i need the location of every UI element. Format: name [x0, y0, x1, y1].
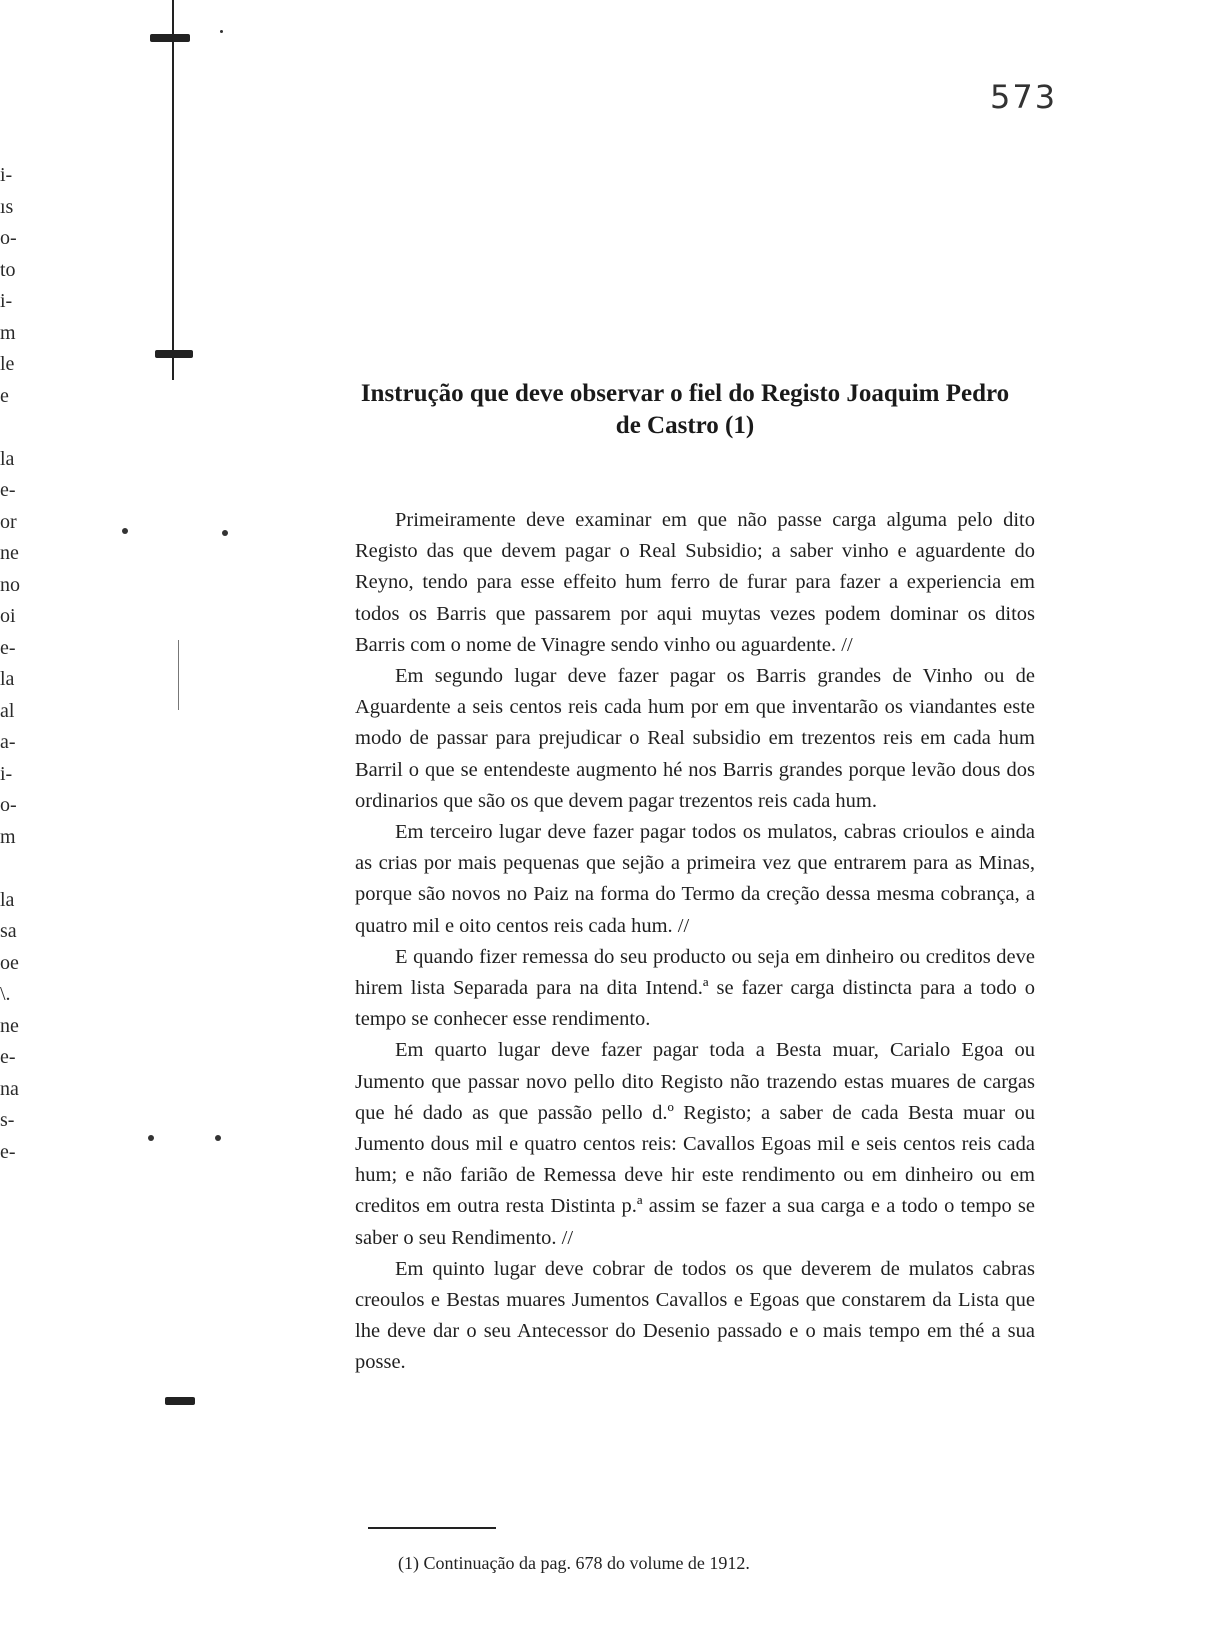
- margin-fragment: sa: [0, 920, 17, 942]
- paragraph: Em terceiro lugar deve fazer pagar todos os mulatos, cabras crioulos e ainda as crias por mais pequenas que sejão a primeira vez que entrarem para as Minas, porque são novos no Paiz na forma do Termo da creção dessa mesma cobrança, a quatro mil e oito centos reis cada hum. //: [355, 821, 1035, 937]
- margin-fragment: s-: [0, 1109, 15, 1131]
- footnote: (1) Continuação da pag. 678 do volume de 1912.: [398, 1553, 750, 1573]
- margin-fragment: no: [0, 573, 20, 596]
- margin-fragment: i-: [0, 290, 13, 312]
- margin-fragment: la: [0, 668, 15, 690]
- margin-fragment: e: [0, 384, 9, 407]
- margin-fragment: \.: [0, 983, 11, 1005]
- margin-fragment: m: [0, 321, 16, 344]
- margin-fragment: to: [0, 258, 16, 281]
- margin-fragment: oe: [0, 951, 19, 974]
- margin-fragment: a-: [0, 731, 16, 753]
- title-line-2: de Castro (1): [615, 412, 755, 439]
- margin-fragment: [0, 853, 24, 885]
- margin-fragment: [0, 412, 24, 444]
- margin-fragment: o-: [0, 794, 17, 816]
- document-body: [355, 505, 1035, 1379]
- ink-speck: [215, 1135, 221, 1141]
- margin-fragment: e-: [0, 1046, 16, 1068]
- margin-fragment: ne: [0, 1014, 19, 1037]
- margin-fragment: m: [0, 825, 16, 848]
- margin-fragment: i-: [0, 762, 13, 785]
- paragraph: E quando fizer remessa do seu producto ou seja em dinheiro ou creditos deve hirem lista Separada para na dita Intend.ª se fazer carga distincta para a todo o tempo se conhecer esse rendimento.: [355, 945, 1035, 1031]
- binding-tick: [150, 34, 190, 42]
- title-line-1: Instrução que deve observar o fiel do Registo Joaquim Pedro: [360, 380, 1010, 407]
- ink-speck: [220, 30, 223, 33]
- margin-fragment: e-: [0, 636, 16, 659]
- paragraph: Em quarto lugar deve fazer pagar toda a Besta muar, Carialo Egoa ou Jumento que passar novo pello dito Registo não trazendo estas muares de cargas que hé dado as que passão pello d.º Registo; a saber de cada Besta muar ou Jumento dous mil e quatro centos reis: Cavallos Egoas mil e seis centos reis cada hum; e não farião de Remessa deve hir este rendimento ou em dinheiro ou em creditos em outra resta Distinta p.ª assim se fazer a sua carga e a todo o tempo se saber o seu Rendimento. //: [355, 1039, 1035, 1249]
- margin-fragment: e-: [0, 479, 16, 501]
- margin-fragment: i-: [0, 164, 13, 186]
- binding-tick: [165, 1397, 195, 1405]
- ink-speck: [148, 1135, 154, 1141]
- left-margin-fragments: [0, 160, 24, 1168]
- footnote-rule: [368, 1527, 496, 1529]
- margin-fragment: la: [0, 888, 15, 911]
- margin-fragment: e-: [0, 1140, 16, 1163]
- page-number: 573: [990, 78, 1058, 116]
- paragraph: Em quinto lugar deve cobrar de todos os que deverem de mulatos cabras creoulos e Bestas muares Jumentos Cavallos e Egoas que constarem da Lista que lhe deve dar o seu Antecessor do Desenio passado e o mais tempo em thé a sua posse.: [355, 1257, 1035, 1374]
- paragraph: Em segundo lugar deve fazer pagar os Barris grandes de Vinho ou de Aguardente a seis centos reis cada hum por em que inventarão os viandantes este modo de passar para prejudicar o Real subsidio em trezentos reis em cada hum Barril o que se entendeste augmento hé nos Barris grandes porque levão dous dos ordinarios que são os que devem pagar trezentos reis cada hum.: [355, 665, 1035, 812]
- margin-fragment: le: [0, 353, 15, 375]
- margin-fragment: la: [0, 447, 15, 470]
- binding-tick: [155, 350, 193, 358]
- document-title: [345, 378, 1025, 442]
- binding-line: [178, 640, 179, 710]
- margin-fragment: ne: [0, 542, 19, 564]
- ink-speck: [222, 530, 228, 536]
- paragraph: Primeiramente deve examinar em que não passe carga alguma pelo dito Registo das que devem pagar o Real Subsidio; a saber vinho e aguardente do Reyno, tendo para esse effeito hum ferro de furar para fazer a experiencia em todos os Barris que passarem por aqui muytas vezes podem dominar os ditos Barris com o nome de Vinagre sendo vinho ou aguardente. //: [355, 509, 1035, 656]
- margin-fragment: ıs: [0, 195, 14, 218]
- margin-fragment: na: [0, 1077, 19, 1100]
- margin-fragment: or: [0, 510, 17, 533]
- ink-speck: [122, 528, 128, 534]
- margin-fragment: oi: [0, 605, 16, 627]
- margin-fragment: al: [0, 699, 15, 722]
- margin-fragment: o-: [0, 227, 17, 249]
- binding-line: [172, 0, 174, 380]
